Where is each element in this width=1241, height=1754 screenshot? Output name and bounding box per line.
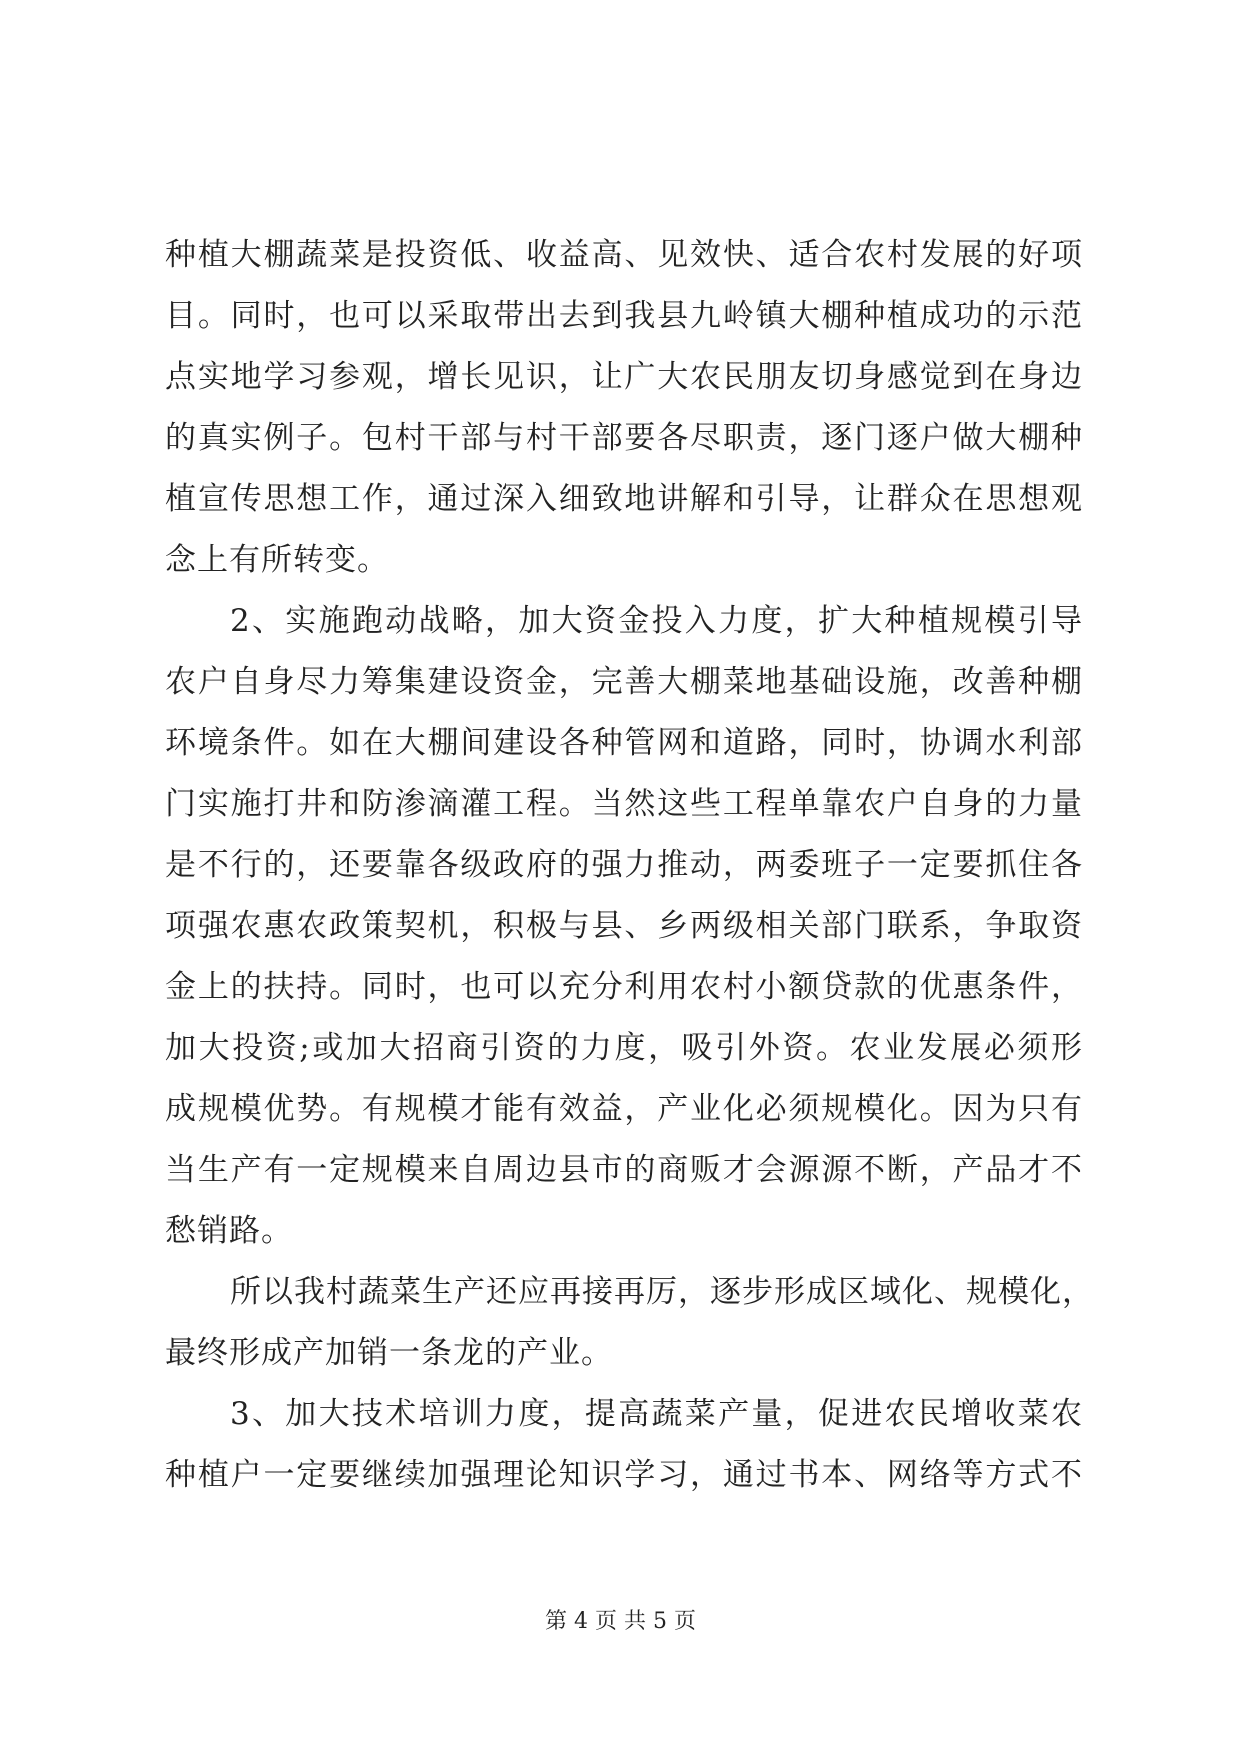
- text-line: 点实地学习参观，增长见识，让广大农民朋友切身感觉到在身边: [165, 359, 1083, 395]
- text-line: 农户自身尽力筹集建设资金，完善大棚菜地基础设施，改善种棚: [165, 664, 1083, 700]
- text-line: 念上有所转变。: [165, 542, 389, 578]
- text-line: 目。同时，也可以采取带出去到我县九岭镇大棚种植成功的示范: [165, 298, 1083, 334]
- text-line: 种植户一定要继续加强理论知识学习，通过书本、网络等方式不: [165, 1457, 1083, 1493]
- paragraph-first-line: 所以我村蔬菜生产还应再接再厉，逐步形成区域化、规模化，: [230, 1274, 1094, 1310]
- text-line: 环境条件。如在大棚间建设各种管网和道路，同时，协调水利部: [165, 725, 1083, 761]
- text-line: 的真实例子。包村干部与村干部要各尽职责，逐门逐户做大棚种: [165, 420, 1083, 456]
- paragraph-heading-line: 3、加大技术培训力度，提高蔬菜产量，促进农民增收菜农: [230, 1396, 1083, 1432]
- text-line: 植宣传思想工作，通过深入细致地讲解和引导，让群众在思想观: [165, 481, 1083, 517]
- text-line: 加大投资;或加大招商引资的力度，吸引外资。农业发展必须形: [165, 1030, 1083, 1066]
- document-body: [165, 225, 1094, 1506]
- text-line: 最终形成产加销一条龙的产业。: [165, 1335, 613, 1371]
- text-line: 种植大棚蔬菜是投资低、收益高、见效快、适合农村发展的好项: [165, 237, 1083, 273]
- text-line: 是不行的，还要靠各级政府的强力推动，两委班子一定要抓住各: [165, 847, 1083, 883]
- text-line: 成规模优势。有规模才能有效益，产业化必须规模化。因为只有: [165, 1091, 1083, 1127]
- page-number-footer: 第 4 页 共 5 页: [545, 1609, 696, 1634]
- text-line: 门实施打井和防渗滴灌工程。当然这些工程单靠农户自身的力量: [165, 786, 1083, 822]
- paragraph-heading-line: 2、实施跑动战略，加大资金投入力度，扩大种植规模引导: [230, 603, 1083, 639]
- text-line: 项强农惠农政策契机，积极与县、乡两级相关部门联系，争取资: [165, 908, 1083, 944]
- text-line: 当生产有一定规模来自周边县市的商贩才会源源不断，产品才不: [165, 1152, 1083, 1188]
- text-line: 金上的扶持。同时，也可以充分利用农村小额贷款的优惠条件，: [165, 969, 1083, 1005]
- text-line: 愁销路。: [165, 1213, 293, 1249]
